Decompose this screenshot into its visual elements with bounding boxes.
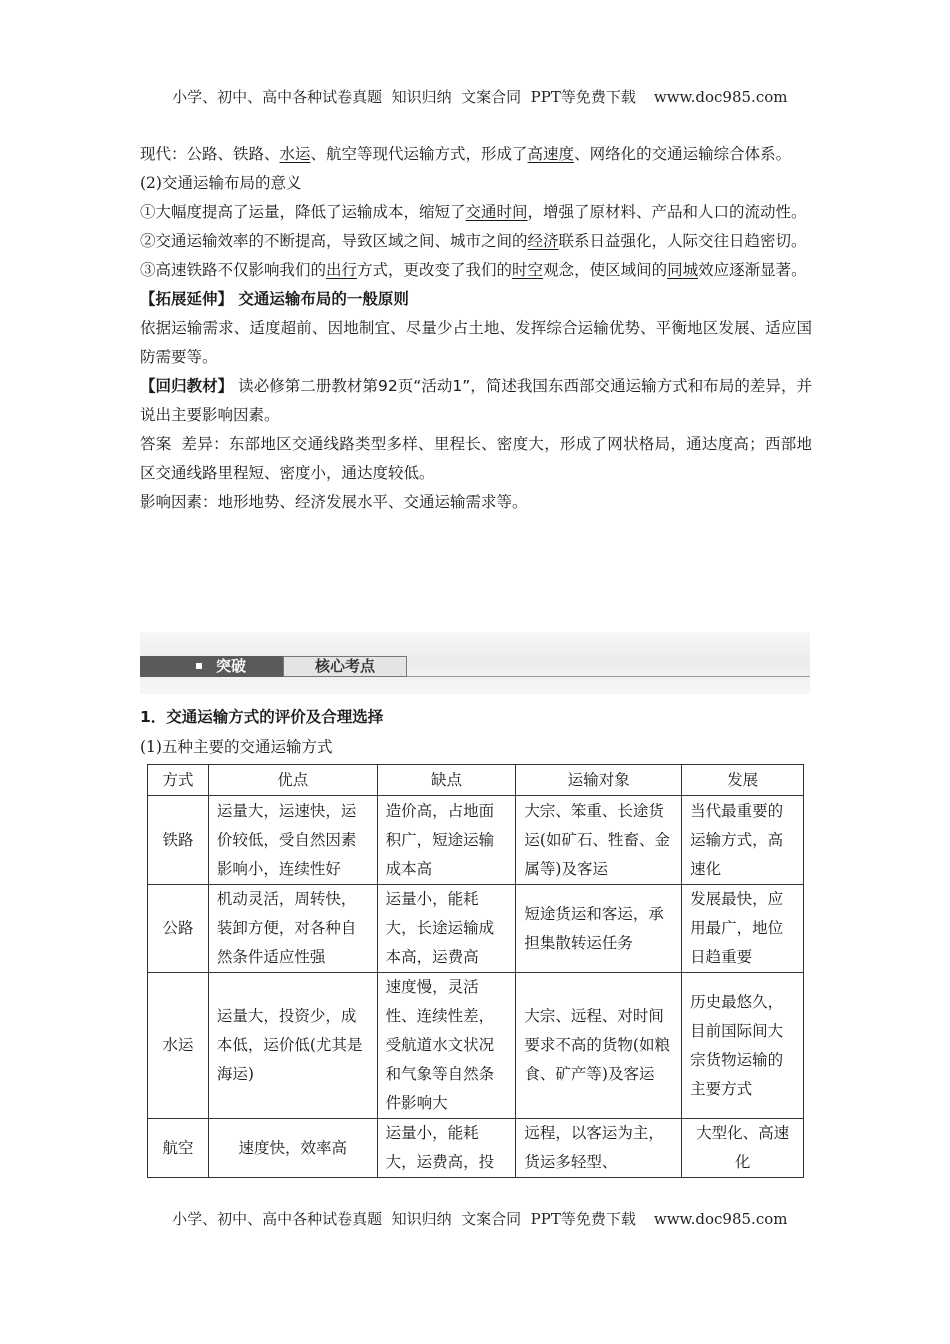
section-banner (140, 632, 810, 694)
banner-right: 核心考点 (283, 656, 407, 677)
answer-paragraph (140, 430, 812, 488)
table-header-cell: 发展 (682, 765, 804, 796)
extension-title: 【拓展延伸】 交通运输布局的一般原则 (140, 290, 409, 308)
page-header (0, 68, 950, 107)
significance-item-2: ②交通运输效率的不断提高，导致区域之间、城市之间的经济联系日益强化，人际交往日趋密切。 (140, 232, 807, 250)
table-header-cell: 缺点 (377, 765, 516, 796)
table-row (148, 796, 804, 885)
table-header-cell: 运输对象 (516, 765, 682, 796)
table-cell: 运量大，运速快，运价较低，受自然因素影响小，连续性好 (208, 796, 377, 885)
section-1-title: 1．交通运输方式的评价及合理选择 (140, 708, 384, 726)
header-text: 小学、初中、高中各种试卷真题 知识归纳 文案合同 PPT等免费下载 (172, 88, 636, 106)
transport-table (147, 764, 804, 1178)
answer-body: 差异：东部地区交通线路类型多样、里程长、密度大，形成了网状格局，通达度高；西部地区交通线路里程短、密度小，通达度较低。 (140, 435, 812, 482)
textbook-body: 读必修第二册教材第92页“活动1”，简述我国东西部交通运输方式和布局的差异，并说出主要影响因素。 (140, 377, 812, 424)
table-cell: 水运 (148, 973, 209, 1119)
table-cell: 运量小，能耗大，长途运输成本高，运费高 (377, 885, 516, 973)
table-cell: 历史最悠久，目前国际间大宗货物运输的主要方式 (682, 973, 804, 1119)
table-cell: 大宗、笨重、长途货运(如矿石、牲畜、金属等)及客运 (516, 796, 682, 885)
extension-body: 依据运输需求、适度超前、因地制宜、尽量少占土地、发挥综合运输优势、平衡地区发展、适应国防需要等。 (140, 319, 812, 366)
table-row (148, 885, 804, 973)
blank-answer: 高速度 (527, 145, 575, 163)
header-url[interactable]: www.doc985.com (653, 88, 788, 106)
significance-item-1: ①大幅度提高了运量，降低了运输成本，缩短了交通时间，增强了原材料、产品和人口的流动性。 (140, 203, 807, 221)
table-cell: 公路 (148, 885, 209, 973)
section-1 (140, 702, 812, 762)
textbook-paragraph (140, 372, 812, 430)
square-bullet-icon (196, 663, 202, 669)
blank-answer: 经济 (527, 232, 559, 250)
significance-title: (2)交通运输布局的意义 (140, 174, 302, 192)
table-header-cell: 优点 (208, 765, 377, 796)
table-cell: 远程，以客运为主，货运多轻型、 (516, 1119, 682, 1178)
blank-answer: 时空 (512, 261, 544, 279)
answer-factors: 影响因素：地形地势、经济发展水平、交通运输需求等。 (140, 493, 528, 511)
table-row (148, 973, 804, 1119)
table-cell: 运量小，能耗大，运费高，投 (377, 1119, 516, 1178)
footer-url[interactable]: www.doc985.com (653, 1210, 788, 1228)
table-cell: 速度慢，灵活性、连续性差，受航道水文状况和气象等自然条件影响大 (377, 973, 516, 1119)
answer-tag: 答案 (140, 435, 172, 453)
table-cell: 当代最重要的运输方式，高速化 (682, 796, 804, 885)
significance-item-3: ③高速铁路不仅影响我们的出行方式，更改变了我们的时空观念，使区域间的同城效应逐渐显著。 (140, 261, 807, 279)
banner-left: 突破 (140, 656, 283, 677)
table-header-row (148, 765, 804, 796)
table-cell: 航空 (148, 1119, 209, 1178)
table-cell: 速度快，效率高 (208, 1119, 377, 1178)
table-header-cell: 方式 (148, 765, 209, 796)
blank-answer: 交通时间 (465, 203, 528, 221)
section-1-subtitle: (1)五种主要的交通运输方式 (140, 738, 333, 756)
table-cell: 造价高，占地面积广，短途运输成本高 (377, 796, 516, 885)
table-row (148, 1119, 804, 1178)
blank-answer: 水运 (279, 145, 311, 163)
table-cell: 大宗、远程、对时间要求不高的货物(如粮食、矿产等)及客运 (516, 973, 682, 1119)
textbook-title: 【回归教材】 (140, 377, 234, 395)
footer-text: 小学、初中、高中各种试卷真题 知识归纳 文案合同 PPT等免费下载 (172, 1210, 636, 1228)
modern-paragraph: 现代：公路、铁路、水运、航空等现代运输方式，形成了高速度、网络化的交通运输综合体系。 (140, 145, 792, 163)
table-cell: 大型化、高速化 (682, 1119, 804, 1178)
table-cell: 铁路 (148, 796, 209, 885)
main-content (140, 140, 812, 517)
table-cell: 机动灵活，周转快，装卸方便，对各种自然条件适应性强 (208, 885, 377, 973)
blank-answer: 出行 (326, 261, 358, 279)
blank-answer: 同城 (667, 261, 699, 279)
table-cell: 短途货运和客运，承担集散转运任务 (516, 885, 682, 973)
table-cell: 运量大，投资少，成本低，运价低(尤其是海运) (208, 973, 377, 1119)
table-cell: 发展最快，应用最广，地位日趋重要 (682, 885, 804, 973)
page-footer (0, 1190, 950, 1229)
